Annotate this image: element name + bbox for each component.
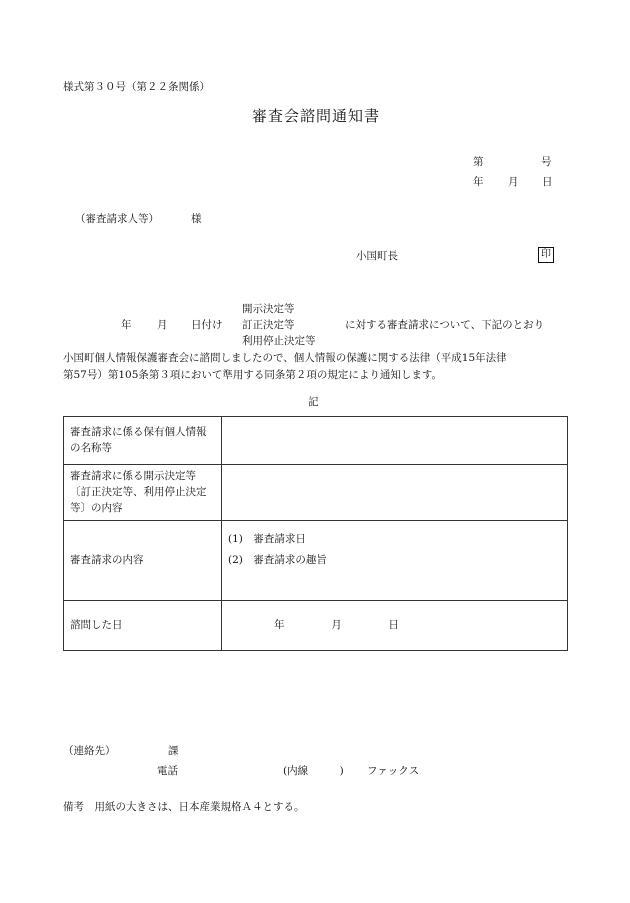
body-year: 年 (121, 319, 132, 331)
consult-date-year: 年 (274, 618, 285, 631)
row-label-consult-date: 諮問した日 (64, 601, 222, 651)
table-row (64, 465, 568, 521)
sender-name: 小国町長 (356, 250, 398, 262)
table-row (64, 601, 568, 651)
document-title: 審査会諮問通知書 (252, 107, 381, 125)
body-month: 月 (157, 319, 168, 331)
body-dated: 日付け (191, 319, 223, 331)
body-line3: 第57号）第105条第３項において準用する同条第２項の規定により通知します。 (63, 369, 443, 381)
row-value-personal-info-name (222, 417, 568, 465)
table-row (64, 521, 568, 601)
row-value-decision-content (222, 465, 568, 521)
row-label-request-content: 審査請求の内容 (64, 521, 222, 601)
seal-mark: 印 (538, 247, 554, 263)
doc-number-prefix: 第 (473, 156, 484, 168)
request-date-item: (1) 審査請求日 (228, 533, 306, 546)
remark: 備考 用紙の大きさは、日本産業規格Ａ４とする。 (63, 801, 305, 813)
row-label-personal-info-name: 審査請求に係る保有個人情報の名称等 (64, 417, 222, 465)
table-row (64, 417, 568, 465)
contact-fax: ファックス (367, 765, 420, 777)
consult-date-day: 日 (388, 618, 399, 631)
body-line2: 小国町個人情報保護審査会に諮問しましたので、個人情報の保護に関する法律（平成15年法律 (63, 352, 507, 364)
consult-date-month: 月 (331, 618, 342, 631)
decision-option-disclosure: 開示決定等 (242, 303, 295, 315)
row-value-request-content (222, 521, 568, 601)
details-table (63, 416, 568, 651)
date-year: 年 (473, 176, 484, 188)
ki-heading: 記 (308, 396, 319, 408)
form-number: 様式第３０号（第２２条関係） (63, 81, 210, 93)
addressee-honorific: 様 (191, 213, 202, 225)
date-month: 月 (508, 176, 519, 188)
contact-label: （連絡先） (63, 745, 116, 757)
doc-number-suffix: 号 (541, 156, 552, 168)
decision-option-correction: 訂正決定等 (242, 319, 295, 331)
row-value-consult-date (222, 601, 568, 651)
contact-dept: 課 (168, 745, 179, 757)
addressee-name: （審査請求人等） (75, 213, 159, 225)
decision-option-suspension: 利用停止決定等 (242, 335, 316, 347)
contact-extension: (内線 ) (283, 765, 344, 777)
request-purpose-item: (2) 審査請求の趣旨 (228, 554, 327, 566)
date-day: 日 (542, 176, 553, 188)
row-label-decision-content: 審査請求に係る開示決定等〔訂正決定等、利用停止決定等〕の内容 (64, 465, 222, 521)
contact-phone: 電話 (157, 765, 178, 777)
body-line1-end: に対する審査請求について、下記のとおり (345, 319, 545, 331)
